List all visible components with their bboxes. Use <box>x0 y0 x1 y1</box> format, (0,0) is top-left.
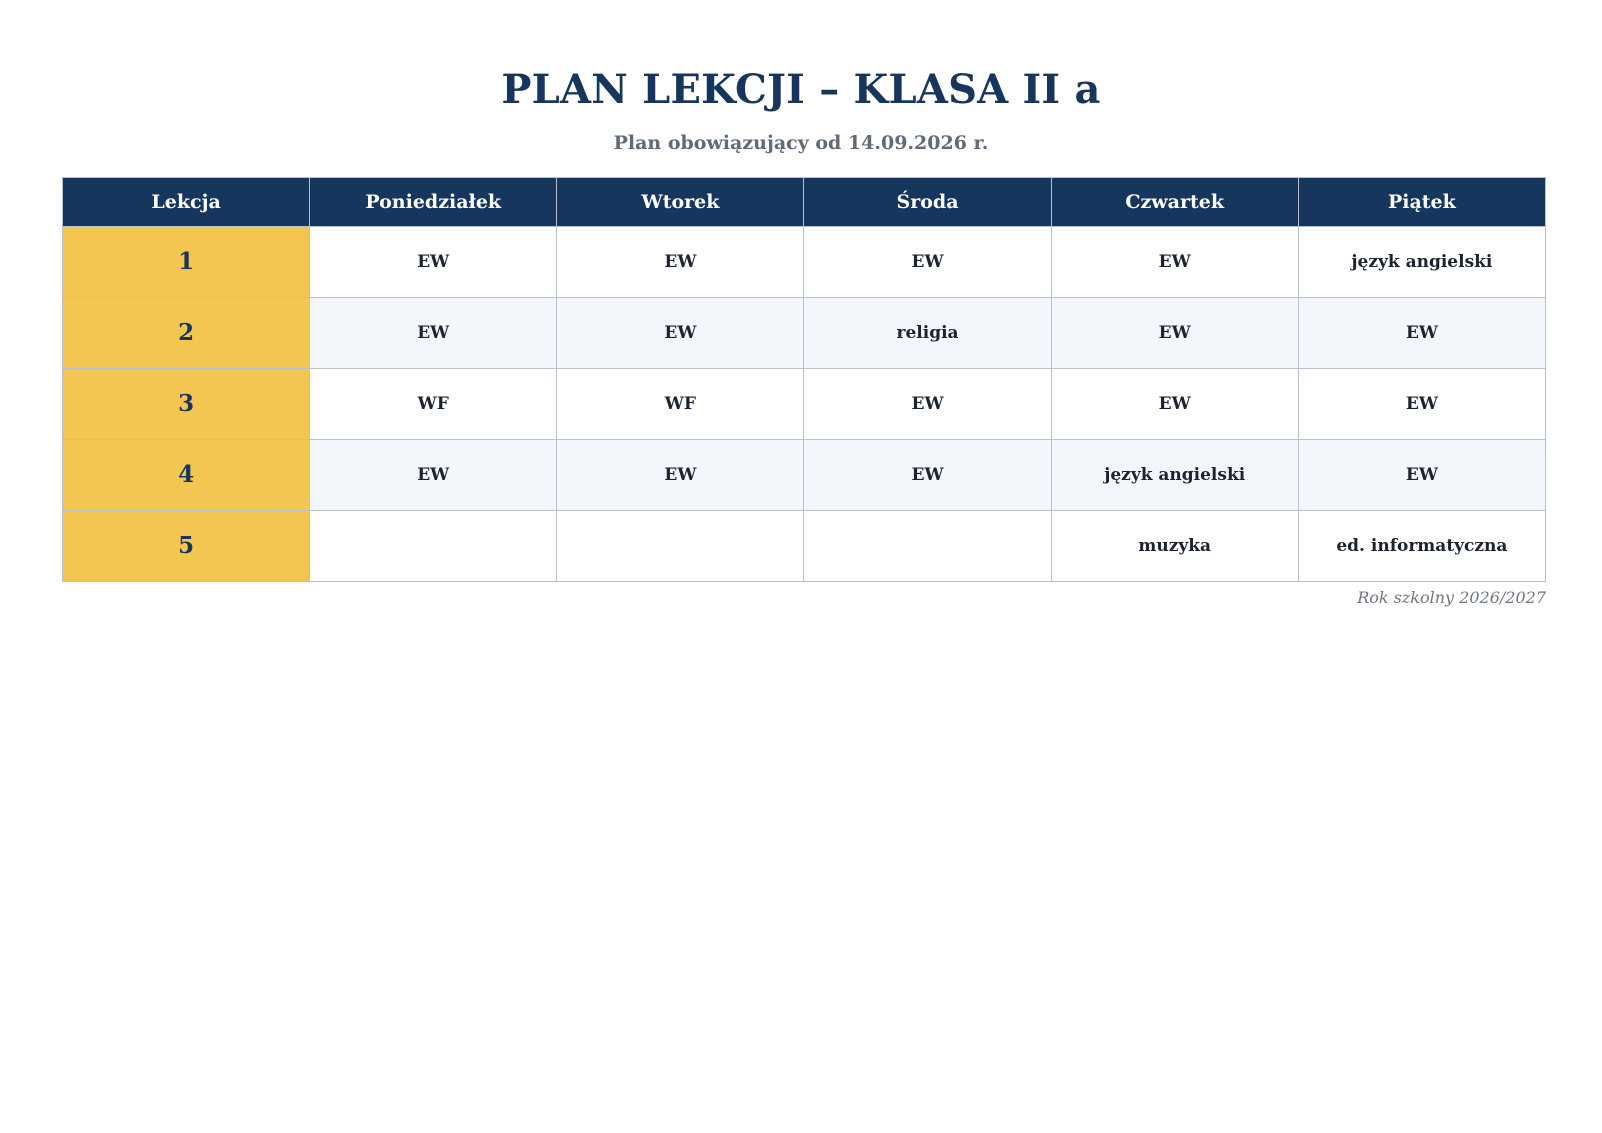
table-cell: EW <box>557 440 804 511</box>
column-header-czwartek: Czwartek <box>1051 178 1298 227</box>
table-cell: EW <box>1298 369 1545 440</box>
table-header-row <box>63 178 1546 227</box>
table-cell <box>557 511 804 582</box>
table-cell: EW <box>804 369 1051 440</box>
lesson-number: 2 <box>63 298 310 369</box>
table-cell: EW <box>1051 369 1298 440</box>
column-header-piatek: Piątek <box>1298 178 1545 227</box>
table-cell: EW <box>310 298 557 369</box>
table-cell: EW <box>557 298 804 369</box>
lesson-number: 3 <box>63 369 310 440</box>
table-cell: ed. informatyczna <box>1298 511 1545 582</box>
table-row <box>63 369 1546 440</box>
table-cell: EW <box>310 227 557 298</box>
table-cell: EW <box>1051 227 1298 298</box>
table-row <box>63 298 1546 369</box>
lesson-number: 4 <box>63 440 310 511</box>
table-cell: EW <box>1051 298 1298 369</box>
table-cell: EW <box>1298 298 1545 369</box>
table-row <box>63 511 1546 582</box>
column-header-sroda: Środa <box>804 178 1051 227</box>
table-cell: EW <box>1298 440 1545 511</box>
page-subtitle: Plan obowiązujący od 14.09.2026 r. <box>613 132 989 154</box>
lesson-number: 5 <box>63 511 310 582</box>
column-header-wtorek: Wtorek <box>557 178 804 227</box>
table-cell: język angielski <box>1298 227 1545 298</box>
schedule-table <box>62 177 1546 582</box>
lesson-number: 1 <box>63 227 310 298</box>
school-year-note: Rok szkolny 2026/2027 <box>1357 588 1546 607</box>
table-cell: muzyka <box>1051 511 1298 582</box>
table-row <box>63 227 1546 298</box>
table-cell: religia <box>804 298 1051 369</box>
table-cell: EW <box>557 227 804 298</box>
table-cell: EW <box>804 227 1051 298</box>
table-cell: EW <box>310 440 557 511</box>
table-row <box>63 440 1546 511</box>
table-cell: WF <box>557 369 804 440</box>
column-header-poniedzialek: Poniedziałek <box>310 178 557 227</box>
table-cell: EW <box>804 440 1051 511</box>
table-cell <box>310 511 557 582</box>
page-title: PLAN LEKCJI – KLASA II a <box>501 66 1101 113</box>
table-cell: WF <box>310 369 557 440</box>
table-cell: język angielski <box>1051 440 1298 511</box>
table-cell <box>804 511 1051 582</box>
column-header-lekcja: Lekcja <box>63 178 310 227</box>
